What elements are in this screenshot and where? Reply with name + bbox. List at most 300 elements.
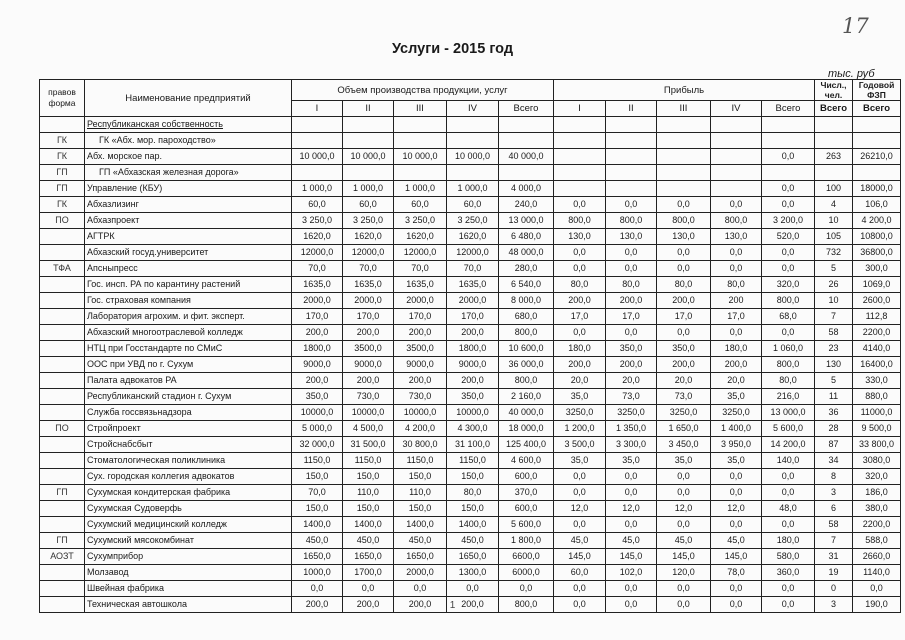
value-cell: 1000,0 [292,565,343,581]
header-profit-q2: II [606,101,657,117]
value-cell: 3500,0 [394,341,447,357]
table-row [40,229,901,245]
value-cell: 87 [815,437,853,453]
enterprise-name-cell: Сухумский медицинский колледж [85,517,292,533]
value-cell: 36 000,0 [499,357,554,373]
value-cell: 28 [815,421,853,437]
value-cell: 48,0 [762,501,815,517]
value-cell: 12,0 [554,501,606,517]
legal-form-cell [40,565,85,581]
value-cell: 0,0 [606,597,657,613]
table-row [40,565,901,581]
value-cell [292,133,343,149]
value-cell: 200,0 [606,293,657,309]
value-cell: 6 540,0 [499,277,554,293]
value-cell: 17,0 [554,309,606,325]
value-cell: 1150,0 [343,453,394,469]
legal-form-cell [40,453,85,469]
value-cell: 1620,0 [394,229,447,245]
value-cell [292,117,343,133]
value-cell: 0,0 [711,325,762,341]
value-cell: 180,0 [554,341,606,357]
value-cell: 58 [815,325,853,341]
value-cell: 35,0 [711,453,762,469]
header-vol-q4: IV [447,101,499,117]
value-cell: 1140,0 [853,565,901,581]
value-cell: 0,0 [606,245,657,261]
enterprise-name-cell: ГП «Абхазская железная дорога» [85,165,292,181]
value-cell: 19 [815,565,853,581]
table-row [40,213,901,229]
value-cell: 200,0 [447,373,499,389]
value-cell: 0,0 [606,485,657,501]
value-cell: 12000,0 [394,245,447,261]
handwritten-page-number: 17 [842,14,869,38]
value-cell [499,133,554,149]
value-cell: 6 480,0 [499,229,554,245]
legal-form-cell: ГП [40,181,85,197]
value-cell: 1 650,0 [657,421,711,437]
value-cell: 1620,0 [447,229,499,245]
value-cell: 800,0 [499,373,554,389]
value-cell: 31 500,0 [343,437,394,453]
value-cell: 130 [815,357,853,373]
enterprise-name-cell: Республиканская собственность [85,117,292,133]
enterprise-name-cell: НТЦ при Госстандарте по СМиС [85,341,292,357]
legal-form-cell: АОЗТ [40,549,85,565]
value-cell: 31 [815,549,853,565]
value-cell: 200,0 [657,357,711,373]
value-cell: 1 350,0 [606,421,657,437]
value-cell: 3 950,0 [711,437,762,453]
value-cell: 45,0 [711,533,762,549]
value-cell: 0,0 [394,581,447,597]
value-cell: 800,0 [657,213,711,229]
value-cell: 1620,0 [343,229,394,245]
value-cell: 1650,0 [343,549,394,565]
value-cell: 10000,0 [394,405,447,421]
value-cell: 350,0 [657,341,711,357]
table-row [40,325,901,341]
value-cell: 1635,0 [343,277,394,293]
value-cell: 12,0 [657,501,711,517]
value-cell: 73,0 [606,389,657,405]
value-cell: 18000,0 [853,181,901,197]
enterprise-name-cell: Палата адвокатов РА [85,373,292,389]
value-cell: 70,0 [394,261,447,277]
value-cell: 0,0 [554,597,606,613]
value-cell: 200,0 [447,597,499,613]
value-cell: 0 [815,581,853,597]
value-cell: 60,0 [394,197,447,213]
value-cell: 4 500,0 [343,421,394,437]
value-cell: 5 [815,373,853,389]
value-cell [815,117,853,133]
header-profit-q1: I [554,101,606,117]
value-cell: 0,0 [657,469,711,485]
value-cell [499,165,554,181]
table-row [40,373,901,389]
value-cell: 170,0 [394,309,447,325]
value-cell [606,149,657,165]
value-cell: 9000,0 [343,357,394,373]
value-cell: 4 000,0 [499,181,554,197]
value-cell: 200,0 [554,357,606,373]
enterprise-name-cell: Абхазский многоотраслевой колледж [85,325,292,341]
enterprise-name-cell: Стройснабсбыт [85,437,292,453]
value-cell [606,181,657,197]
value-cell: 0,0 [606,581,657,597]
value-cell: 180,0 [711,341,762,357]
value-cell [711,149,762,165]
value-cell: 0,0 [343,581,394,597]
value-cell: 2000,0 [343,293,394,309]
value-cell: 3 [815,597,853,613]
header-vol-q2: II [343,101,394,117]
header-enterprise-name: Наименование предприятий [85,80,292,117]
value-cell: 0,0 [762,597,815,613]
header-vol-total: Всего [499,101,554,117]
table-row [40,133,901,149]
value-cell [657,165,711,181]
value-cell: 80,0 [554,277,606,293]
table-row [40,501,901,517]
value-cell: 4 200,0 [394,421,447,437]
value-cell [447,117,499,133]
value-cell: 7 [815,309,853,325]
value-cell: 800,0 [554,213,606,229]
legal-form-cell: ПО [40,213,85,229]
value-cell [554,149,606,165]
value-cell: 130,0 [554,229,606,245]
value-cell: 0,0 [554,517,606,533]
value-cell: 4140,0 [853,341,901,357]
value-cell: 70,0 [292,261,343,277]
table-row [40,181,901,197]
value-cell: 1400,0 [343,517,394,533]
table-row [40,533,901,549]
value-cell: 0,0 [711,245,762,261]
value-cell: 800,0 [499,325,554,341]
value-cell: 73,0 [657,389,711,405]
legal-form-cell [40,373,85,389]
value-cell: 0,0 [711,197,762,213]
value-cell: 0,0 [554,485,606,501]
value-cell: 8 [815,469,853,485]
value-cell: 3 500,0 [554,437,606,453]
table-row [40,149,901,165]
table-row [40,341,901,357]
value-cell: 200,0 [394,325,447,341]
value-cell: 0,0 [606,261,657,277]
value-cell: 320,0 [853,469,901,485]
value-cell: 80,0 [447,485,499,501]
value-cell: 5 600,0 [762,421,815,437]
legal-form-cell: ГК [40,149,85,165]
value-cell: 330,0 [853,373,901,389]
value-cell: 800,0 [499,597,554,613]
value-cell: 170,0 [292,309,343,325]
value-cell: 280,0 [499,261,554,277]
value-cell: 600,0 [499,469,554,485]
value-cell: 0,0 [762,485,815,501]
value-cell: 2000,0 [394,293,447,309]
table-row [40,245,901,261]
legal-form-cell: ГП [40,165,85,181]
page-title: Услуги - 2015 год [391,41,514,57]
value-cell [657,181,711,197]
value-cell: 10 000,0 [343,149,394,165]
value-cell: 3 200,0 [762,213,815,229]
value-cell: 33 800,0 [853,437,901,453]
header-fund-total: Всего [853,101,901,117]
value-cell: 0,0 [711,469,762,485]
value-cell: 1650,0 [394,549,447,565]
value-cell [762,133,815,149]
value-cell: 10 [815,293,853,309]
enterprise-name-cell: Стройпроект [85,421,292,437]
value-cell [394,133,447,149]
value-cell: 350,0 [447,389,499,405]
value-cell: 45,0 [606,533,657,549]
legal-form-cell: ГП [40,533,85,549]
value-cell: 145,0 [711,549,762,565]
value-cell: 45,0 [554,533,606,549]
legal-form-cell [40,277,85,293]
value-cell: 150,0 [447,501,499,517]
value-cell: 10000,0 [343,405,394,421]
value-cell: 145,0 [606,549,657,565]
value-cell: 120,0 [657,565,711,581]
value-cell: 0,0 [606,197,657,213]
header-profit: Прибыль [554,80,815,101]
value-cell: 70,0 [447,261,499,277]
value-cell: 20,0 [711,373,762,389]
value-cell: 26210,0 [853,149,901,165]
table-row [40,309,901,325]
value-cell: 380,0 [853,501,901,517]
value-cell: 6 [815,501,853,517]
value-cell: 0,0 [762,197,815,213]
value-cell [711,117,762,133]
header-profit-q4: IV [711,101,762,117]
enterprise-name-cell: Абхазлизинг [85,197,292,213]
header-production-volume: Объем производства продукции, услуг [292,80,554,101]
value-cell: 7 [815,533,853,549]
value-cell: 1 000,0 [447,181,499,197]
value-cell: 10 000,0 [447,149,499,165]
value-cell: 40 000,0 [499,149,554,165]
value-cell: 2600,0 [853,293,901,309]
value-cell [711,133,762,149]
value-cell: 145,0 [657,549,711,565]
value-cell: 1800,0 [447,341,499,357]
value-cell: 78,0 [711,565,762,581]
enterprise-name-cell: ГК «Абх. мор. пароходство» [85,133,292,149]
value-cell: 200,0 [343,373,394,389]
value-cell: 150,0 [343,469,394,485]
value-cell: 3500,0 [343,341,394,357]
value-cell: 216,0 [762,389,815,405]
value-cell: 0,0 [554,261,606,277]
value-cell: 200,0 [554,293,606,309]
value-cell: 0,0 [711,517,762,533]
value-cell: 800,0 [762,357,815,373]
value-cell: 9000,0 [394,357,447,373]
value-cell: 60,0 [343,197,394,213]
enterprise-name-cell: АГТРК [85,229,292,245]
table-row [40,117,901,133]
value-cell: 3250,0 [606,405,657,421]
value-cell: 100 [815,181,853,197]
value-cell: 0,0 [762,517,815,533]
value-cell: 3 300,0 [606,437,657,453]
value-cell: 13 000,0 [499,213,554,229]
legal-form-cell [40,245,85,261]
value-cell: 145,0 [554,549,606,565]
value-cell: 34 [815,453,853,469]
value-cell: 0,0 [762,245,815,261]
value-cell: 0,0 [657,485,711,501]
value-cell: 2 160,0 [499,389,554,405]
table-row [40,421,901,437]
value-cell: 3250,0 [554,405,606,421]
enterprise-name-cell: Швейная фабрика [85,581,292,597]
enterprise-name-cell: Служба госсвязьнадзора [85,405,292,421]
table-row [40,357,901,373]
value-cell: 130,0 [711,229,762,245]
value-cell: 2200,0 [853,325,901,341]
value-cell: 1400,0 [292,517,343,533]
value-cell [657,117,711,133]
value-cell: 140,0 [762,453,815,469]
value-cell: 2200,0 [853,517,901,533]
value-cell [554,117,606,133]
value-cell: 320,0 [762,277,815,293]
value-cell [815,165,853,181]
value-cell: 680,0 [499,309,554,325]
value-cell: 200,0 [447,325,499,341]
value-cell: 3 250,0 [343,213,394,229]
enterprise-name-cell: Гос. инсп. РА по карантину растений [85,277,292,293]
legal-form-cell: ТФА [40,261,85,277]
value-cell: 13 000,0 [762,405,815,421]
value-cell: 12000,0 [292,245,343,261]
value-cell: 0,0 [711,261,762,277]
legal-form-cell: ГП [40,485,85,501]
value-cell: 1400,0 [447,517,499,533]
value-cell: 0,0 [711,581,762,597]
value-cell [657,133,711,149]
value-cell: 9000,0 [292,357,343,373]
value-cell: 8 000,0 [499,293,554,309]
value-cell: 110,0 [343,485,394,501]
value-cell: 0,0 [762,149,815,165]
value-cell: 1 000,0 [343,181,394,197]
value-cell [762,165,815,181]
legal-form-cell [40,501,85,517]
value-cell: 2660,0 [853,549,901,565]
value-cell: 1650,0 [292,549,343,565]
value-cell: 20,0 [606,373,657,389]
value-cell: 9 500,0 [853,421,901,437]
value-cell: 588,0 [853,533,901,549]
value-cell: 0,0 [762,581,815,597]
table-row [40,261,901,277]
value-cell: 3080,0 [853,453,901,469]
value-cell: 80,0 [606,277,657,293]
table-row [40,197,901,213]
value-cell: 0,0 [657,597,711,613]
legal-form-cell: ГК [40,197,85,213]
value-cell: 17,0 [606,309,657,325]
value-cell: 580,0 [762,549,815,565]
value-cell: 4 [815,197,853,213]
header-profit-q3: III [657,101,711,117]
value-cell [394,117,447,133]
enterprise-name-cell: Управление (КБУ) [85,181,292,197]
value-cell: 0,0 [657,261,711,277]
value-cell [447,133,499,149]
value-cell [762,117,815,133]
value-cell: 0,0 [554,581,606,597]
value-cell: 12,0 [606,501,657,517]
table-body [40,117,901,613]
value-cell: 6600,0 [499,549,554,565]
value-cell: 11 [815,389,853,405]
value-cell [853,117,901,133]
value-cell: 0,0 [853,581,901,597]
value-cell [292,165,343,181]
value-cell: 36800,0 [853,245,901,261]
value-cell: 130,0 [657,229,711,245]
value-cell [606,165,657,181]
value-cell: 10 [815,213,853,229]
legal-form-cell [40,341,85,357]
value-cell: 10000,0 [447,405,499,421]
value-cell [447,165,499,181]
value-cell: 2000,0 [394,565,447,581]
value-cell: 10 600,0 [499,341,554,357]
value-cell: 3 250,0 [447,213,499,229]
value-cell: 0,0 [657,197,711,213]
legal-form-cell [40,357,85,373]
value-cell: 35,0 [606,453,657,469]
value-cell: 23 [815,341,853,357]
table-row [40,453,901,469]
enterprise-name-cell: Лаборатория агрохим. и фит. эксперт. [85,309,292,325]
value-cell: 10 000,0 [292,149,343,165]
value-cell: 0,0 [606,325,657,341]
value-cell: 12000,0 [447,245,499,261]
enterprise-name-cell: Сухумская кондитерская фабрика [85,485,292,501]
value-cell: 45,0 [657,533,711,549]
enterprise-name-cell: ООС при УВД по г. Сухум [85,357,292,373]
enterprise-name-cell: Апсныпресс [85,261,292,277]
value-cell: 0,0 [554,325,606,341]
value-cell [853,133,901,149]
value-cell: 58 [815,517,853,533]
value-cell: 0,0 [606,469,657,485]
value-cell: 150,0 [394,469,447,485]
value-cell [606,117,657,133]
value-cell: 0,0 [554,197,606,213]
value-cell: 80,0 [657,277,711,293]
value-cell: 1700,0 [343,565,394,581]
value-cell: 2000,0 [447,293,499,309]
value-cell: 0,0 [554,469,606,485]
value-cell: 880,0 [853,389,901,405]
